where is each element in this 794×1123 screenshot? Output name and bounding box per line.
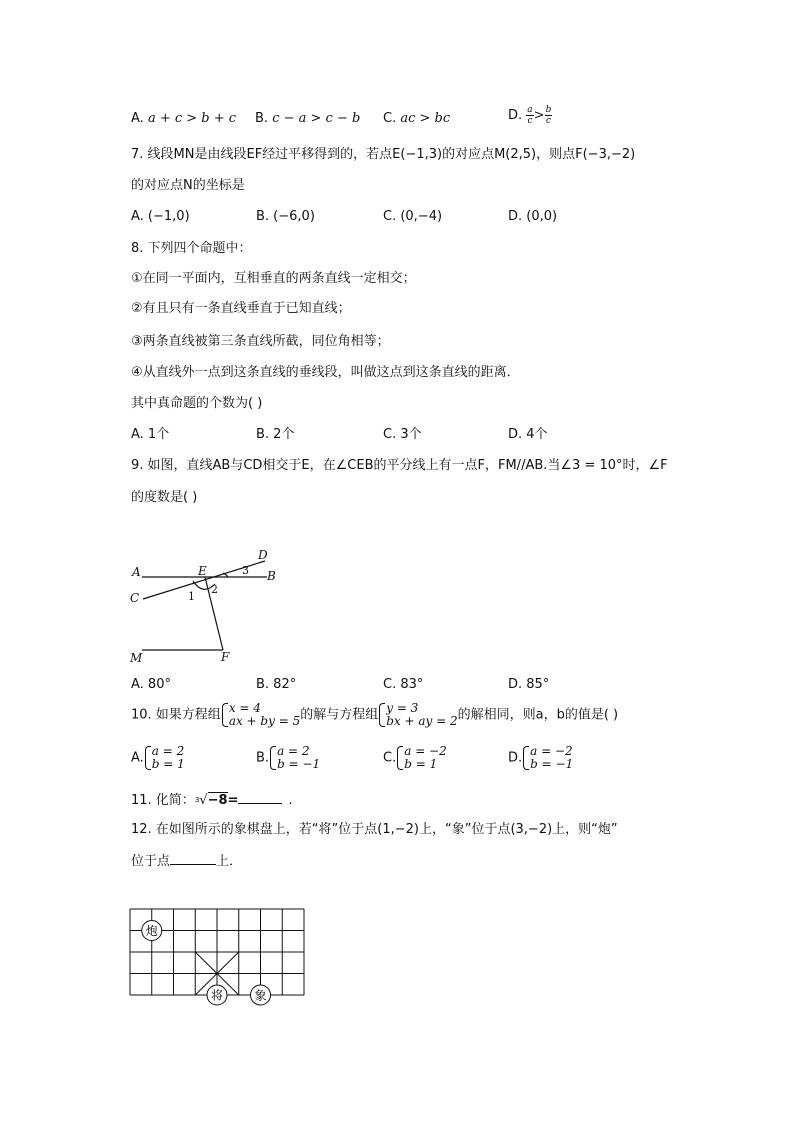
q6-option-c: C. ac > bc bbox=[383, 111, 451, 126]
q8-statement-4: ④从直线外一点到这条直线的垂线段，叫做这点到这条直线的距离． bbox=[131, 365, 520, 380]
label-e: E bbox=[198, 564, 207, 578]
q12-stem-line2: 位于点 上． bbox=[131, 854, 243, 869]
radical-sign-icon: √ bbox=[199, 793, 208, 808]
q7-option-b: B. (−6,0) bbox=[256, 209, 315, 224]
svg-text:炮: 炮 bbox=[145, 924, 158, 938]
q10-option-a-system: a = 2 b = 1 bbox=[144, 745, 185, 771]
q12-answer-blank bbox=[170, 864, 216, 865]
fraction-b-over-c: $\frac{b}{c}$ bbox=[545, 105, 552, 126]
q7-option-d: D. (0,0) bbox=[508, 209, 558, 224]
q11-answer-blank bbox=[238, 803, 282, 804]
q6-option-b: B. c − a > c − b bbox=[255, 111, 361, 126]
label-d: D bbox=[258, 548, 268, 562]
q7-option-a: A. (−1,0) bbox=[131, 209, 190, 224]
q9-geometry-figure bbox=[125, 540, 295, 670]
q9-option-b: B. 82° bbox=[256, 677, 297, 692]
q6-option-a: A. a + c > b + c bbox=[131, 111, 237, 126]
radical-index: 3 bbox=[194, 796, 200, 804]
q8-question: 其中真命题的个数为( ) bbox=[131, 396, 263, 411]
q10-option-d: D. a = −2 b = −1 bbox=[508, 744, 574, 771]
piece-jiang bbox=[207, 985, 227, 1005]
q10-stem: 10. 如果方程组 x = 4 ax + by = 5 的解与方程组 y = 3 bx + ay = 2 的解相同，则a，b的值是( ) bbox=[131, 701, 619, 728]
q10-option-a: A. a = 2 b = 1 bbox=[131, 744, 185, 771]
q10-option-c-system: a = −2 b = 1 bbox=[396, 745, 447, 771]
radicand: −8 bbox=[207, 793, 228, 808]
label-angle-1: 1 bbox=[188, 590, 195, 603]
fraction-a-over-c: $\frac{a}{c}$ bbox=[527, 105, 533, 126]
q7-option-c: C. (0,−4) bbox=[383, 209, 443, 224]
q8-statement-1: ①在同一平面内，互相垂直的两条直线一定相交； bbox=[131, 271, 416, 286]
q8-option-c: C. 3个 bbox=[383, 427, 422, 442]
q10-system-1: x = 4 ax + by = 5 bbox=[221, 702, 300, 728]
piece-xiang bbox=[251, 985, 271, 1005]
q8-option-a: A. 1个 bbox=[131, 427, 170, 442]
q7-stem-line1: 7. 线段MN是由线段EF经过平移得到的，若点E(−1,3)的对应点M(2,5)，则点F(−3,−2) bbox=[131, 147, 636, 162]
q9-stem-line1: 9. 如图，直线AB与CD相交于E，在∠CEB的平分线上有一点F，FM//AB.当∠3 = 10°时，∠F bbox=[131, 458, 668, 473]
q10-option-c: C. a = −2 b = 1 bbox=[383, 744, 447, 771]
chess-board-figure bbox=[128, 905, 308, 1009]
q8-statement-3: ③两条直线被第三条直线所截，同位角相等； bbox=[131, 334, 390, 349]
label-a: A bbox=[132, 565, 141, 579]
q10-option-d-system: a = −2 b = −1 bbox=[522, 745, 573, 771]
q9-option-a: A. 80° bbox=[131, 677, 171, 692]
q10-system-2: y = 3 bx + ay = 2 bbox=[378, 702, 457, 728]
q11-stem: 11. 化简：$^3$√−8= . bbox=[131, 793, 293, 808]
svg-text:将: 将 bbox=[210, 988, 224, 1003]
label-f: F bbox=[221, 650, 230, 664]
label-c: C bbox=[130, 591, 140, 605]
q10-option-b-system: a = 2 b = −1 bbox=[269, 745, 320, 771]
label-angle-3: 3 bbox=[242, 564, 249, 577]
svg-text:象: 象 bbox=[254, 988, 267, 1003]
q8-stem: 8. 下列四个命题中： bbox=[131, 241, 252, 256]
q12-stem-line1: 12. 在如图所示的象棋盘上，若“将”位于点(1,−2)上，“象”位于点(3,−2)上，则“炮” bbox=[131, 822, 618, 837]
q9-option-c: C. 83° bbox=[383, 677, 424, 692]
piece-pao bbox=[142, 921, 162, 941]
q8-option-d: D. 4个 bbox=[508, 427, 548, 442]
q8-option-b: B. 2个 bbox=[256, 427, 295, 442]
q9-option-d: D. 85° bbox=[508, 677, 550, 692]
q9-stem-line2: 的度数是( ) bbox=[131, 490, 198, 505]
q8-statement-2: ②有且只有一条直线垂直于已知直线； bbox=[131, 301, 351, 316]
label-b: B bbox=[267, 569, 276, 583]
label-m: M bbox=[130, 651, 143, 665]
q7-stem-line2: 的对应点N的坐标是 bbox=[131, 178, 245, 193]
label-angle-2: 2 bbox=[211, 583, 218, 596]
q10-option-b: B. a = 2 b = −1 bbox=[256, 744, 321, 771]
q6-option-d: D. $\frac{a}{c}$ > $\frac{b}{c}$ bbox=[508, 105, 552, 126]
